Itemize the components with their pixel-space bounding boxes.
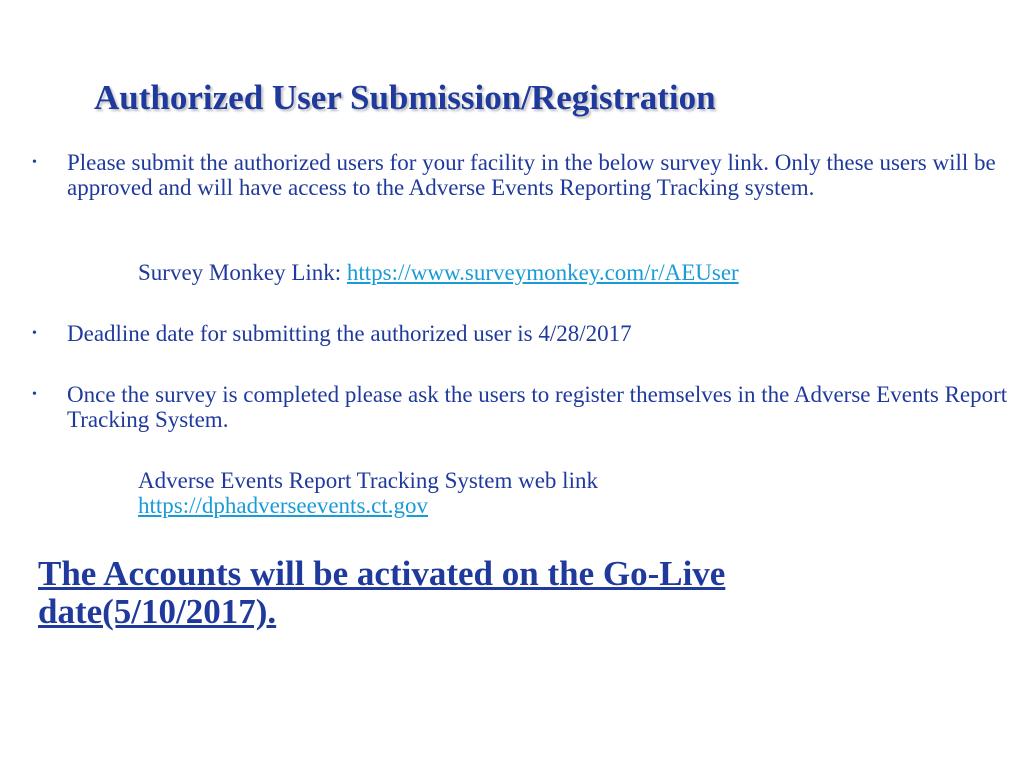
survey-link-label: Survey Monkey Link: bbox=[138, 260, 347, 285]
aerts-link[interactable]: https://dphadverseevents.ct.gov bbox=[138, 493, 428, 518]
bullet-text: Once the survey is completed please ask the users to register themselves in the Adverse Events Report Tracking System. bbox=[67, 382, 1008, 432]
survey-link[interactable]: https://www.surveymonkey.com/r/AEUser bbox=[346, 260, 739, 285]
survey-link-line bbox=[138, 260, 739, 285]
slide-title: Authorized User Submission/Registration bbox=[94, 78, 716, 117]
go-live-notice: The Accounts will be activated on the Go-Live date(5/10/2017). bbox=[38, 554, 726, 631]
bullet-marker: • bbox=[32, 387, 37, 402]
bullet-marker: • bbox=[32, 155, 37, 170]
bullet-text: Deadline date for submitting the authorized user is 4/28/2017 bbox=[67, 321, 632, 346]
aerts-link-line bbox=[138, 493, 428, 518]
bullet-marker: • bbox=[32, 326, 37, 341]
aerts-link-label: Adverse Events Report Tracking System web link bbox=[138, 468, 598, 493]
bullet-text: Please submit the authorized users for your facility in the below survey link. Only these users will be approved and will have access to the Adverse Events Reporting Tracking system. bbox=[67, 150, 996, 200]
